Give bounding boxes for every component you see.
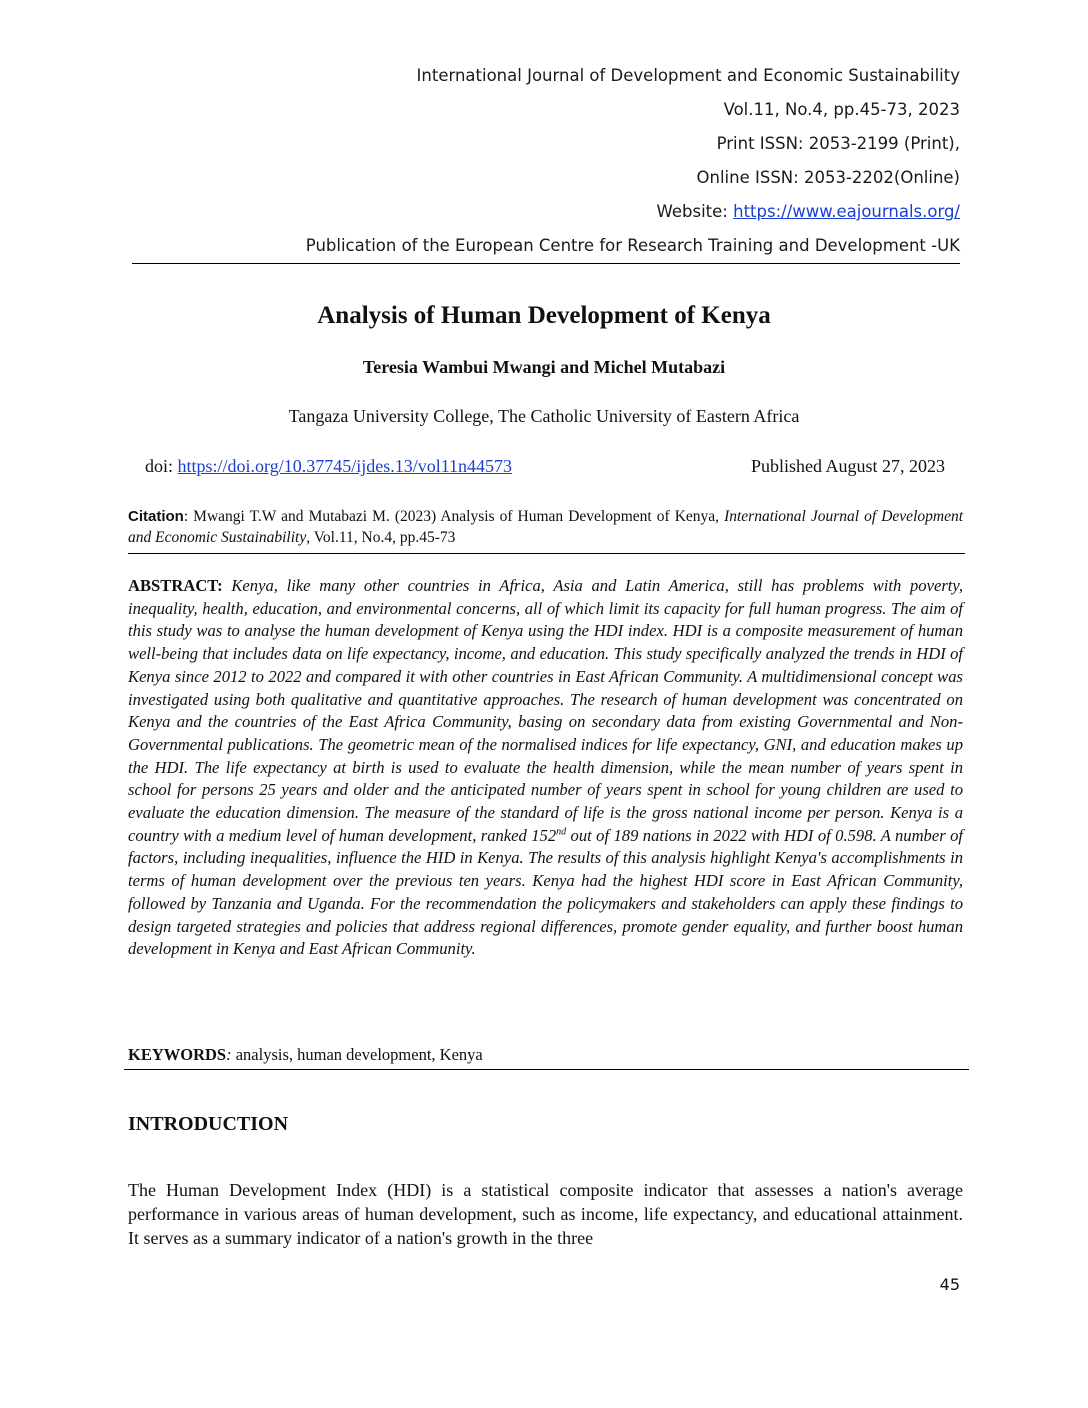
citation-label: Citation (128, 508, 184, 525)
introduction-paragraph: The Human Development Index (HDI) is a statistical composite indicator that assesses a nation's average performance in various areas of human development, such as income, life expectancy, and educational attainment. It serves as a summary indicator of a nation's growth in the three (128, 1180, 963, 1248)
citation-text: : Mwangi T.W and Mutabazi M. (2023) Analysis of Human Development of Kenya, (183, 508, 725, 525)
citation-journal: International Journal of Development and Economic Sustainability (128, 508, 964, 546)
article-title: Analysis of Human Development of Kenya (317, 302, 771, 329)
doi-label: doi: (145, 456, 178, 476)
article-authors: Teresia Wambui Mwangi and Michel Mutabazi (362, 357, 726, 377)
introduction-heading: INTRODUCTION (128, 1113, 289, 1135)
header-divider (132, 263, 960, 264)
citation-text-end: , Vol.11, No.4, pp.45-73 (306, 529, 456, 546)
abstract-label: ABSTRACT: (128, 576, 223, 595)
keywords (128, 1045, 963, 1065)
author-affiliation: Tangaza University College, The Catholic University of Eastern Africa (288, 406, 800, 426)
print-issn: Print ISSN: 2053-2199 (Print), (716, 134, 960, 153)
published-date: Published August 27, 2023 (750, 456, 945, 476)
keywords-divider (124, 1069, 969, 1070)
doi-row (145, 456, 945, 482)
abstract-body-end: out of 189 nations in 2022 with HDI of 0.598. A number of factors, including inequalities, influence the HID in Kenya. The results of this analysis highlight Kenya's accomplishments in terms of human development over the previous ten years. Kenya had the highest HDI score in East African Community, followed by Tanzania and Uganda. For the recommendation the policymakers and stakeholders can apply these findings to design targeted strategies and policies that address regional differences, promote gender equality, and further boost human development in Kenya and East African Community. (128, 825, 963, 959)
abstract (128, 575, 963, 961)
keywords-text: analysis, human development, Kenya (231, 1045, 483, 1064)
page-number: 45 (939, 1275, 960, 1294)
website-label: Website: (656, 202, 734, 221)
website-link[interactable]: https://www.eajournals.org/ (733, 202, 960, 221)
keywords-colon: : (226, 1045, 232, 1064)
journal-volume: Vol.11, No.4, pp.45-73, 2023 (723, 100, 960, 119)
doi-link[interactable]: https://doi.org/10.37745/ijdes.13/vol11n44573 (177, 456, 513, 476)
citation (128, 506, 963, 548)
citation-divider (128, 553, 965, 554)
journal-name: International Journal of Development and Economic Sustainability (416, 66, 960, 85)
keywords-label: KEYWORDS (128, 1045, 227, 1064)
publisher-line: Publication of the European Centre for Research Training and Development -UK (305, 236, 960, 255)
abstract-body: Kenya, like many other countries in Africa, Asia and Latin America, still has problems with poverty, inequality, health, education, and environmental concerns, all of which limit its capacity for full human progress. The aim of this study was to analyse the human development of Kenya using the HDI index. HDI is a composite measurement of human well-being that includes data on life expectancy, income, and education. This study specifically analyzed the trends in HDI of Kenya since 2012 to 2022 and compared it with other countries in East African Community. A multidimensional concept was investigated using both qualitative and quantitative approaches. The research of human development was concentrated on Kenya and the countries of the East Africa Community, basing on secondary data from existing Governmental and Non-Governmental publications. The geometric mean of the normalised indices for life expectancy, GNI, and education makes up the HDI. The life expectancy at birth is used to evaluate the health dimension, while the mean number of years spent in school for persons 25 years and older and the anticipated number of years spent in school for young children are used to evaluate the education dimension. The measure of the standard of life is the gross national income per person. Kenya is a country with a medium level of human development, ranked 152 (128, 576, 963, 845)
journal-header (120, 62, 960, 266)
online-issn: Online ISSN: 2053-2202(Online) (696, 168, 960, 187)
abstract-superscript: nd (556, 826, 567, 838)
website-line (120, 198, 960, 232)
